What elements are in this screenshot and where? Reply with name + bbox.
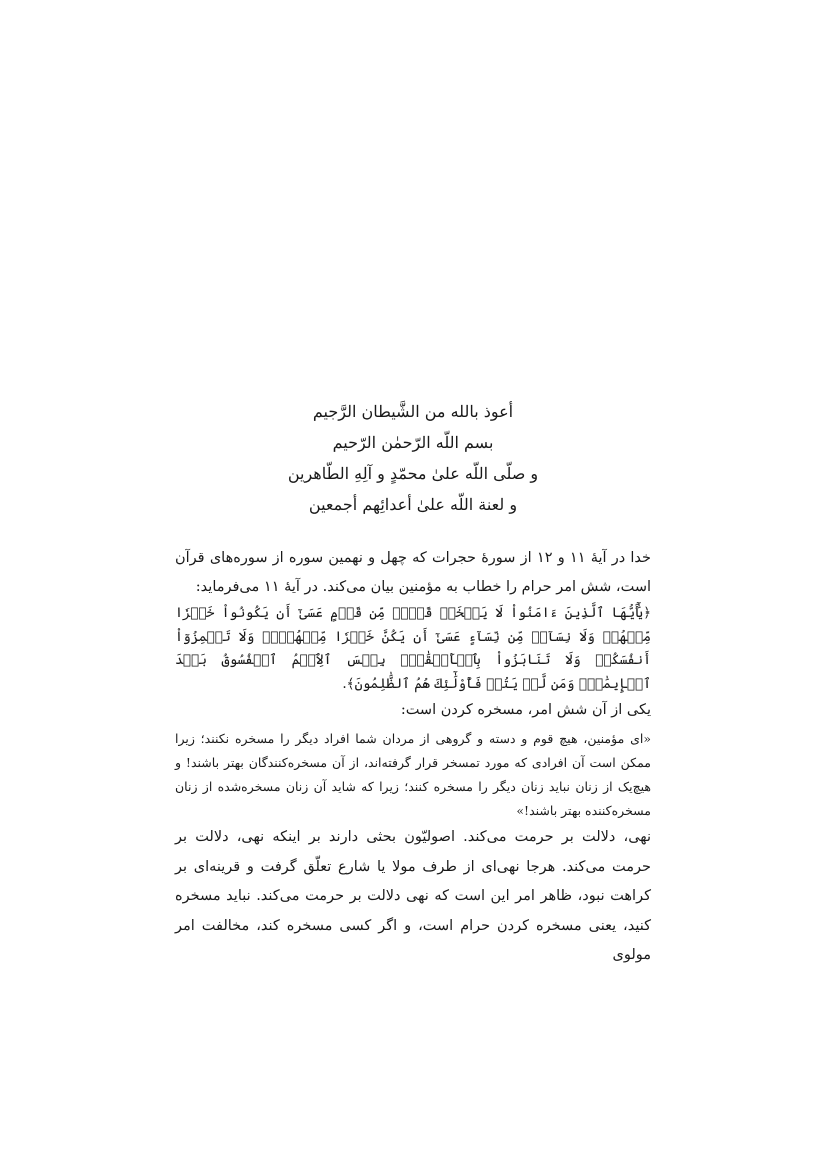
invocation-line-1: أعوذ بالله من الشَّيطان الرَّجيم [312, 402, 514, 421]
invocation-line-3: و صلّى اللّه علىٰ محمّدٍ و آلِهِ الطّاهرين [287, 464, 539, 483]
intro-paragraph: خدا در آیۀ ۱۱ و ۱۲ از سورۀ حجرات که چهل و نهمین سوره از سوره‌های قرآن است، شش امر حرام را خطاب به مؤمنین بیان می‌کند. در آیۀ ۱۱ می‌فرماید: [175, 550, 652, 595]
verse-translation: «ای مؤمنین، هیچ قوم و دسته و گروهی از مردان شما افراد دیگر را مسخره نکنند؛ زیرا ممکن است آن افرادی که مورد تمسخر قرار گرفته‌اند، از آن مسخره‌کنندگان بهتر باشند! و هیچ‌یک از زنان نباید زنان دیگر را مسخره کنند؛ زیرا که شاید آن زنان مسخره‌شده از زنان مسخره‌کننده بهتر باشند!» [175, 731, 651, 818]
quran-verse: ﴿يَٰٓأَيُّهَا ٱلَّذِينَ ءَامَنُواْ لَا يَسۡخَرۡ قَوۡمٞ مِّن قَوۡمٍ عَسَىٰٓ أَن يَكُونُواْ خَيۡرٗا مِّنۡهُمۡ وَلَا نِسَآءٞ مِّن نِّسَآءٍ عَسَىٰٓ أَن يَكُنَّ خَيۡرٗا مِّنۡهُنَّۖ وَلَا تَلۡمِزُوٓاْ أَنفُسَكُمۡ وَلَا تَنَابَزُواْ بِٱلۡأَلۡقَٰبِۖ بِئۡسَ ٱلِٱسۡمُ ٱلۡفُسُوقُ بَعۡدَ ٱلۡإِيمَٰنِۚ وَمَن لَّمۡ يَتُبۡ فَأُوْلَٰٓئِكَ هُمُ ٱلظَّٰلِمُونَ﴾. [175, 605, 651, 692]
body-text [175, 544, 651, 971]
invocation-block [150, 396, 676, 520]
invocation-line-2: بسم اللّه الرّحمٰن الرّحيم [332, 433, 494, 452]
lead-sentence: یکی از آن شش امر، مسخره کردن است: [400, 702, 651, 718]
discussion-paragraph: نهی، دلالت بر حرمت می‌کند. اصولیّون بحثی دارند بر اینکه نهی، دلالت بر حرمت می‌کند. هرجا نهی‌ای از طرف مولا یا شارع تعلّق گرفت و قرینه‌ای بر کراهت نبود، ظاهر امر این است که نهی دلالت بر حرمت می‌کند. نباید مسخره کنید، یعنی مسخره کردن حرام است، و اگر کسی مسخره کند، مخالفت امر مولوی [175, 829, 651, 963]
invocation-line-4: و لعنة اللّه علىٰ أعدائِهم أجمعين [308, 495, 518, 514]
